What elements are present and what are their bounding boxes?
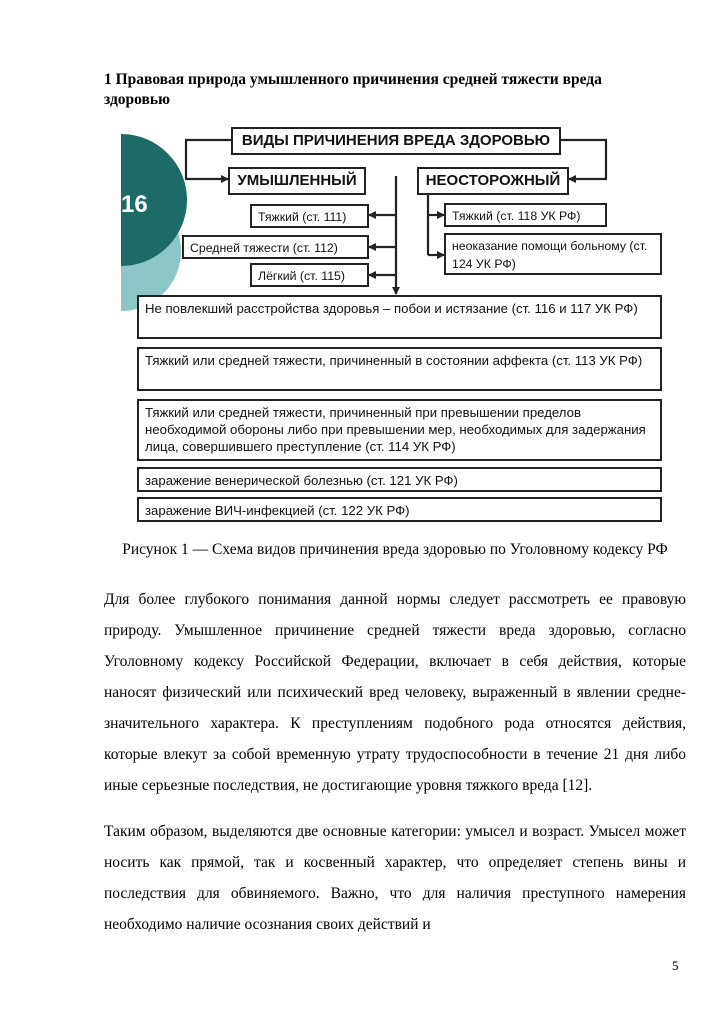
negligent-item-118: Тяжкий (ст. 118 УК РФ) <box>444 203 607 227</box>
paragraph-1: Для более глубокого понимания данной нормы следует рассмотреть ее правовую природу. Умышленное причинение средней тяжести вреда здоровью, согласно Уголовному кодексу Российской Федерации, включает в себя действия, которые наносят физический или психический вред человеку, выраженный в явлении средне-значительного характера. К преступлениям подобного рода относятся действия, которые влекут за собой временную утрату трудоспособности в течение 21 дня либо иные серьезные последствия, не достигающие уровня тяжкого вреда [12]. <box>104 591 686 794</box>
figure-caption: Рисунок 1 — Схема видов причинения вреда здоровью по Уголовному кодексу РФ <box>122 541 668 558</box>
wide-item-122: заражение ВИЧ-инфекцией (ст. 122 УК РФ) <box>137 497 662 522</box>
intentional-item-111: Тяжкий (ст. 111) <box>250 204 369 228</box>
section-heading: 1 Правовая природа умышленного причинения средней тяжести вреда здоровью <box>104 71 602 108</box>
negligent-box: НЕОСТОРОЖНЫЙ <box>417 167 569 195</box>
slide-number-badge: 16 <box>121 191 148 218</box>
paragraph-2: Таким образом, выделяются две основные категории: умысел и возраст. Умысел может носить как прямой, так и косвенный характер, что определяет степень вины и последствия для обвиняемого. Важно, что для наличия преступного намерения необходимо наличие осознания своих действий и <box>104 823 686 933</box>
harm-types-diagram <box>121 116 671 526</box>
connector-title-left <box>186 140 231 179</box>
wide-item-114: Тяжкий или средней тяжести, причиненный при превышении пределов необходимой обороны либо при превышении мер, необходимых для задержания лица, совершившего преступление (ст. 114 УК РФ) <box>137 399 662 461</box>
page-number: 5 <box>672 958 679 973</box>
wide-item-121: заражение венерической болезнью (ст. 121 УК РФ) <box>137 467 662 492</box>
intentional-item-115: Лёгкий (ст. 115) <box>250 263 369 287</box>
negligent-item-124: неоказание помощи больному (ст. 124 УК РФ) <box>444 233 662 275</box>
wide-item-116-117: Не повлекший расстройства здоровья – побои и истязание (ст. 116 и 117 УК РФ) <box>137 295 662 339</box>
intentional-item-112: Средней тяжести (ст. 112) <box>182 235 369 259</box>
wide-item-113: Тяжкий или средней тяжести, причиненный в состоянии аффекта (ст. 113 УК РФ) <box>137 347 662 391</box>
diagram-title-box: ВИДЫ ПРИЧИНЕНИЯ ВРЕДА ЗДОРОВЬЮ <box>231 127 561 155</box>
intentional-box: УМЫШЛЕННЫЙ <box>228 167 366 195</box>
